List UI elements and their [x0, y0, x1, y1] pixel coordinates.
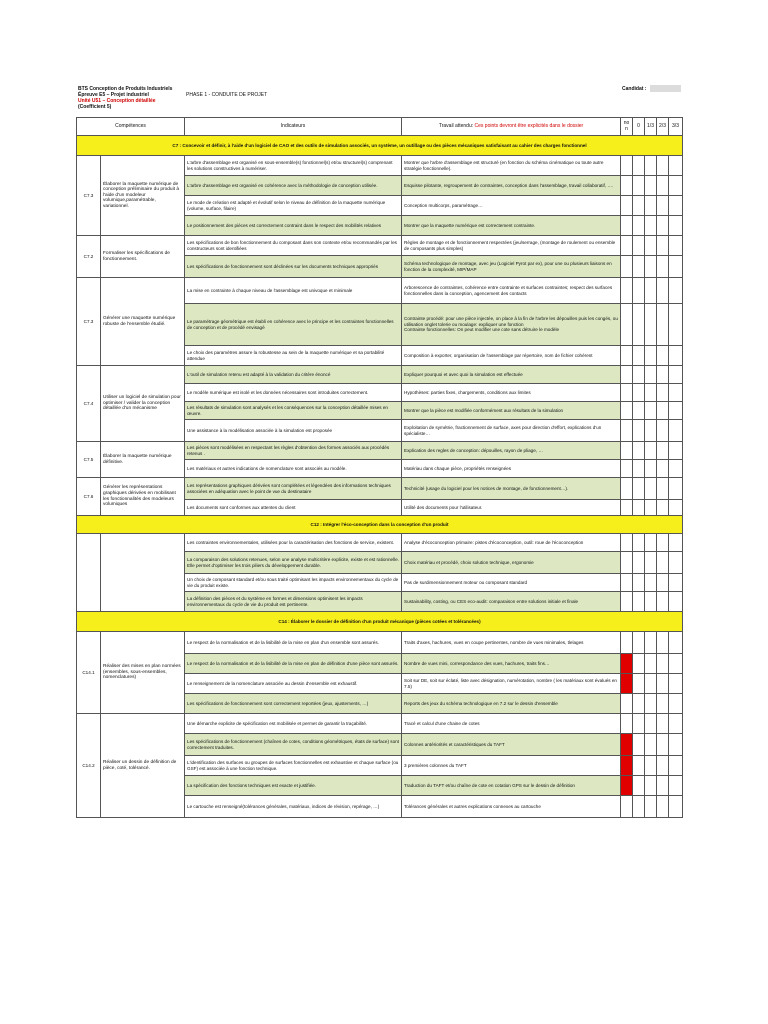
score-non-cell[interactable]: [621, 366, 633, 384]
competence-code: C14.2: [77, 714, 101, 818]
score-0-cell[interactable]: [633, 442, 645, 460]
score-non-cell[interactable]: [621, 442, 633, 460]
competence-code: C7.6: [77, 478, 101, 516]
indicator-cell: Le respect de la normalisation et de la lisibilité de la mise en plan d'un ensemble sont assurés.: [185, 632, 402, 654]
table-row: [77, 366, 683, 384]
score-non-cell[interactable]: [621, 384, 633, 402]
score-1-3-cell[interactable]: [645, 196, 657, 216]
score-2-3-cell[interactable]: [657, 384, 669, 402]
score-3-3-cell[interactable]: [669, 654, 683, 674]
score-3-3-cell[interactable]: [669, 402, 683, 420]
score-non-cell[interactable]: [621, 236, 633, 256]
score-2-3-cell[interactable]: [657, 734, 669, 756]
score-3-3-cell[interactable]: [669, 674, 683, 694]
score-2-3-cell[interactable]: [657, 654, 669, 674]
expected-work-cell: Esquisse pilotante, regroupement de contraintes, conception dans l'assemblage, travail collaboratif, ….: [402, 176, 621, 196]
indicator-cell: Les spécifications de fonctionnement sont correctement reportées (jeux, ajustements, …): [185, 694, 402, 714]
score-2-3-cell[interactable]: [657, 592, 669, 612]
score-1-3-cell[interactable]: [645, 552, 657, 574]
competence-description: [101, 534, 185, 612]
score-1-3-cell[interactable]: [645, 654, 657, 674]
section-bar-c7: [77, 136, 683, 156]
competence-code: C7.2: [77, 236, 101, 278]
score-1-3-cell[interactable]: [645, 346, 657, 366]
indicator-cell: Le paramétrage géométrique est établi en cohérence avec le principe et les contraintes fonctionnelles de conception et de procédé envisagé: [185, 304, 402, 346]
score-non-cell[interactable]: [621, 196, 633, 216]
score-non-cell[interactable]: [621, 216, 633, 236]
score-non-cell[interactable]: [621, 714, 633, 734]
score-2-3-cell[interactable]: [657, 236, 669, 256]
section-bar-c14: [77, 612, 683, 632]
header-non: no n: [621, 118, 633, 136]
score-2-3-cell[interactable]: [657, 366, 669, 384]
exam-title-line1: BTS Conception de Produits Industriels: [78, 86, 173, 92]
score-2-3-cell[interactable]: [657, 552, 669, 574]
score-2-3-cell[interactable]: [657, 346, 669, 366]
score-2-3-cell[interactable]: [657, 442, 669, 460]
score-non-cell[interactable]: [621, 346, 633, 366]
indicator-cell: L'arbre d'assemblage est organisé en cohérence avec la méthodologie de conception utilisée.: [185, 176, 402, 196]
score-3-3-cell[interactable]: [669, 196, 683, 216]
candidat-field[interactable]: [650, 85, 681, 92]
score-non-cell[interactable]: [621, 796, 633, 818]
score-0-cell[interactable]: [633, 478, 645, 500]
score-non-cell[interactable]: [621, 574, 633, 592]
expected-work-cell: Composition à exporter, organisation de l'assemblage par répertoire, nom de fichier cohérent: [402, 346, 621, 366]
expected-work-cell: Traduction du TAFT et/ou chaîne de cote en cotation GPS sur le dessin de définition: [402, 776, 621, 796]
score-non-cell[interactable]: [621, 304, 633, 346]
competence-code: C7.5: [77, 442, 101, 478]
competence-description: Formaliser les spécifications de fonctionnement.: [101, 236, 185, 278]
expected-work-cell: Tracé et calcul d'une chaine de cotes: [402, 714, 621, 734]
indicator-cell: La spécification des fonctions techniques est exacte et justifiée.: [185, 776, 402, 796]
score-0-cell[interactable]: [633, 552, 645, 574]
score-2-3-cell[interactable]: [657, 714, 669, 734]
expected-work-cell: Analyse d'écoconception primaire: pistes d'écoconception, outil: roue de l'écoconception: [402, 534, 621, 552]
score-2-3-cell[interactable]: [657, 256, 669, 278]
table-row: [77, 534, 683, 552]
header-3-3: 3/3: [669, 118, 683, 136]
score-2-3-cell[interactable]: [657, 694, 669, 714]
header-2-3: 2/3: [657, 118, 669, 136]
score-0-cell[interactable]: [633, 776, 645, 796]
expected-work-cell: Reports des jeux du schéma technologique en 7.2 sur le dessin d'ensemble: [402, 694, 621, 714]
score-3-3-cell[interactable]: [669, 734, 683, 756]
score-non-cell[interactable]: [621, 256, 633, 278]
table-row: [77, 442, 683, 460]
score-0-cell[interactable]: [633, 632, 645, 654]
score-3-3-cell[interactable]: [669, 592, 683, 612]
score-0-cell[interactable]: [633, 366, 645, 384]
score-1-3-cell[interactable]: [645, 574, 657, 592]
table-row: [77, 714, 683, 734]
score-3-3-cell[interactable]: [669, 534, 683, 552]
section-title-c7: C7 : Concevoir et définir, à l'aide d'un logiciel de CAO et des outils de simulation associés, un système, un outillage ou des pièces mécaniques satisfaisant au cahier des charges fonctionnel: [77, 136, 683, 156]
score-3-3-cell[interactable]: [669, 278, 683, 304]
expected-work-cell: Montrer que la pièce est modifiée conformément aux résultats de la simulation: [402, 402, 621, 420]
score-0-cell[interactable]: [633, 420, 645, 442]
score-2-3-cell[interactable]: [657, 674, 669, 694]
evaluation-grid: [76, 117, 683, 818]
expected-work-cell: Montrer que l'arbre d'assemblage est structuré (en fonction du schéma cinématique ou toute autre stratégie fonctionnelle).: [402, 156, 621, 176]
score-1-3-cell[interactable]: [645, 402, 657, 420]
expected-work-cell: Sustainability, costing, ou CES eco-audit: comparaison entre solutions initiale et finale: [402, 592, 621, 612]
header-1-3: 1/3: [645, 118, 657, 136]
score-non-cell[interactable]: [621, 734, 633, 756]
table-row: [77, 478, 683, 500]
section-title-c14: C14 : Élaborer le dossier de définition d'un produit mécanique (pièces cotées et tolérancées): [77, 612, 683, 632]
score-non-cell[interactable]: [621, 552, 633, 574]
score-0-cell[interactable]: [633, 256, 645, 278]
score-3-3-cell[interactable]: [669, 574, 683, 592]
competence-code: C14.1: [77, 632, 101, 714]
score-1-3-cell[interactable]: [645, 420, 657, 442]
score-0-cell[interactable]: [633, 674, 645, 694]
indicator-cell: La comparaison des solutions retenues, selon une analyse multicritère explicite, existe et est rationnelle. Elle permet d'optimiser les trois piliers du développement durable.: [185, 552, 402, 574]
score-non-cell[interactable]: [621, 592, 633, 612]
competence-code: C7.3: [77, 278, 101, 366]
score-1-3-cell[interactable]: [645, 776, 657, 796]
indicator-cell: Le renseignement de la nomenclature associée au dessin d'ensemble est exhaustif.: [185, 674, 402, 694]
score-0-cell[interactable]: [633, 402, 645, 420]
score-0-cell[interactable]: [633, 592, 645, 612]
score-1-3-cell[interactable]: [645, 384, 657, 402]
score-2-3-cell[interactable]: [657, 574, 669, 592]
score-1-3-cell[interactable]: [645, 256, 657, 278]
header-travail-label: Travail attendu:: [438, 122, 474, 129]
score-1-3-cell[interactable]: [645, 632, 657, 654]
score-2-3-cell[interactable]: [657, 196, 669, 216]
section-bar-c12: [77, 516, 683, 534]
indicator-cell: Le cartouche est renseigné(tolérances générales, matériaux, indices de révision, repérage, …): [185, 796, 402, 818]
score-1-3-cell[interactable]: [645, 460, 657, 478]
score-0-cell[interactable]: [633, 196, 645, 216]
score-0-cell[interactable]: [633, 714, 645, 734]
indicator-cell: Le modèle numérique est isolé et les données nécessaires sont introduites correctement.: [185, 384, 402, 402]
score-0-cell[interactable]: [633, 460, 645, 478]
expected-work-cell: Pas de surdimensionnement moteur ou composant standard: [402, 574, 621, 592]
score-non-cell[interactable]: [621, 654, 633, 674]
expected-work-cell: Colonnes antériorités et caractéristiques du TAFT: [402, 734, 621, 756]
competence-description: Générer les représentations graphiques dérivées en mobilisant les fonctionnalités des modeleurs volumiques: [101, 478, 185, 516]
score-2-3-cell[interactable]: [657, 478, 669, 500]
score-0-cell[interactable]: [633, 176, 645, 196]
score-2-3-cell[interactable]: [657, 156, 669, 176]
expected-work-cell: Matériau dans chaque pièce, propriétés renseignées: [402, 460, 621, 478]
indicator-cell: Le mode de création est adapté et évolutif selon le niveau de définition de la maquette numérique (volume, surface, filaire): [185, 196, 402, 216]
score-1-3-cell[interactable]: [645, 236, 657, 256]
score-0-cell[interactable]: [633, 500, 645, 516]
score-1-3-cell[interactable]: [645, 304, 657, 346]
score-0-cell[interactable]: [633, 384, 645, 402]
score-0-cell[interactable]: [633, 756, 645, 776]
indicator-cell: Les spécifications de bon fonctionnement du composant dans son contexte et/ou recommandés par les constructeurs sont identifiées: [185, 236, 402, 256]
exam-title-line4: (Coefficient 5): [78, 104, 112, 110]
score-2-3-cell[interactable]: [657, 756, 669, 776]
score-3-3-cell[interactable]: [669, 256, 683, 278]
score-non-cell[interactable]: [621, 460, 633, 478]
expected-work-cell: Soit sur DE, soit sur éclaté, liste avec désignation, numérotation, nombre ( les matériaux sont évalués en 7.5): [402, 674, 621, 694]
score-3-3-cell[interactable]: [669, 694, 683, 714]
competence-code: C7.3: [77, 156, 101, 236]
score-1-3-cell[interactable]: [645, 714, 657, 734]
competence-description: Générer une maquette numérique robuste de l'ensemble étudié.: [101, 278, 185, 366]
header-0: 0: [633, 118, 645, 136]
indicator-cell: Les contraintes environnementales, utilisées pour la caractérisation des fonctions de service, existent.: [185, 534, 402, 552]
score-1-3-cell[interactable]: [645, 592, 657, 612]
indicator-cell: Les représentations graphiques dérivées sont complétées et légendées des informations techniques associées en adéquation avec le point de vue du destinataire: [185, 478, 402, 500]
expected-work-cell: Conception multicorps, paramétrage…: [402, 196, 621, 216]
expected-work-cell: Traits d'axes, hachures, vues en coupe pertinentes, nombre de vues minimales, tlelages: [402, 632, 621, 654]
score-0-cell[interactable]: [633, 654, 645, 674]
score-3-3-cell[interactable]: [669, 500, 683, 516]
score-3-3-cell[interactable]: [669, 478, 683, 500]
score-2-3-cell[interactable]: [657, 776, 669, 796]
score-1-3-cell[interactable]: [645, 156, 657, 176]
score-1-3-cell[interactable]: [645, 278, 657, 304]
indicator-cell: L'outil de simulation retenu est adapté à la validation du critère énoncé: [185, 366, 402, 384]
indicator-cell: Les résultats de simulation sont analysés et les conséquences sur la conception détaillée mises en œuvre.: [185, 402, 402, 420]
score-1-3-cell[interactable]: [645, 216, 657, 236]
table-row: [77, 632, 683, 654]
table-row: [77, 156, 683, 176]
expected-work-cell: Contrainte procédé: pour une pièce injectée, on place à la fin de l'arbre les dépouilles puis les congés, ou utilisation onglet tolerie ou moulage: expliquer une fonction Contrainte fonctionnelles: On peut modifier une cote sans détruire le modèle: [402, 304, 621, 346]
score-3-3-cell[interactable]: [669, 304, 683, 346]
exam-title-line2: Épreuve E5 – Projet industriel: [78, 92, 149, 98]
score-3-3-cell[interactable]: [669, 796, 683, 818]
score-3-3-cell[interactable]: [669, 366, 683, 384]
expected-work-cell: Choix matériau et procédé, choix solution technique, ergonomie: [402, 552, 621, 574]
score-0-cell[interactable]: [633, 796, 645, 818]
indicator-cell: Les spécifications de fonctionnement (chaînes de cotes, conditions géométriques, états de surface) sont correctement traduites.: [185, 734, 402, 756]
competence-code: C7.4: [77, 366, 101, 442]
score-1-3-cell[interactable]: [645, 500, 657, 516]
score-2-3-cell[interactable]: [657, 420, 669, 442]
score-non-cell[interactable]: [621, 674, 633, 694]
header-travail: [402, 118, 621, 136]
score-3-3-cell[interactable]: [669, 346, 683, 366]
score-1-3-cell[interactable]: [645, 534, 657, 552]
header-competences: Compétences: [77, 118, 185, 136]
score-non-cell[interactable]: [621, 632, 633, 654]
header-travail-note: Ces points devront être explicités dans le dossier: [474, 122, 584, 129]
indicator-cell: Une démarche explicite de spécification est mobilisée et permet de garantir la traçabilité.: [185, 714, 402, 734]
expected-work-cell: 3 premières colonnes du TAFT: [402, 756, 621, 776]
indicator-cell: Une assistance à la modélisation associée à la simulation est proposée: [185, 420, 402, 442]
score-3-3-cell[interactable]: [669, 216, 683, 236]
phase-title: PHASE 1 - CONDUITE DE PROJET: [186, 92, 268, 98]
score-1-3-cell[interactable]: [645, 478, 657, 500]
score-2-3-cell[interactable]: [657, 216, 669, 236]
score-3-3-cell[interactable]: [669, 176, 683, 196]
score-0-cell[interactable]: [633, 236, 645, 256]
score-0-cell[interactable]: [633, 216, 645, 236]
score-1-3-cell[interactable]: [645, 366, 657, 384]
score-3-3-cell[interactable]: [669, 460, 683, 478]
indicator-cell: Les documents sont conformes aux attentes du client: [185, 500, 402, 516]
expected-work-cell: Schéma technologique de montage, avec jeu (Logiciel Pyrot par ex), pour une ou plusieurs liaisons en fonction de la complexité, MIP/MAP: [402, 256, 621, 278]
indicator-cell: L'identification des surfaces ou groupes de surfaces fonctionnelles est exhaustive et chaque surface (ou GSF) est associée à une fonction technique.: [185, 756, 402, 776]
score-0-cell[interactable]: [633, 574, 645, 592]
score-non-cell[interactable]: [621, 156, 633, 176]
score-2-3-cell[interactable]: [657, 460, 669, 478]
candidat-label: Candidat :: [622, 86, 647, 92]
score-non-cell[interactable]: [621, 534, 633, 552]
indicator-cell: La définition des pièces et du système en formes et dimensions optimisent les impacts environnementaux du cycle de vie du produit est pertinente.: [185, 592, 402, 612]
score-non-cell[interactable]: [621, 420, 633, 442]
expected-work-cell: Exploitation de symétrie, fractionnement de surface, axes pour direction d'effort, explications d'un spécialiste…: [402, 420, 621, 442]
score-0-cell[interactable]: [633, 734, 645, 756]
score-0-cell[interactable]: [633, 346, 645, 366]
score-2-3-cell[interactable]: [657, 304, 669, 346]
score-1-3-cell[interactable]: [645, 734, 657, 756]
expected-work-cell: Nombre de vues mini, correspondance des vues, hachures, traits fins…: [402, 654, 621, 674]
score-non-cell[interactable]: [621, 694, 633, 714]
competence-code: [77, 534, 101, 612]
competence-description: Utiliser un logiciel de simulation pour optimiser / valider la conception détaillée d'un mécanisme: [101, 366, 185, 442]
expected-work-cell: Hypothèses: parties fixes, chargements, conditions aux limites: [402, 384, 621, 402]
score-2-3-cell[interactable]: [657, 402, 669, 420]
score-3-3-cell[interactable]: [669, 384, 683, 402]
competence-description: Élaborer la maquette numérique définitive.: [101, 442, 185, 478]
indicator-cell: Le respect de la normalisation et de la lisibilité de la mise en plan de définition d'une pièce sont assurés.: [185, 654, 402, 674]
score-non-cell[interactable]: [621, 176, 633, 196]
score-2-3-cell[interactable]: [657, 176, 669, 196]
score-3-3-cell[interactable]: [669, 156, 683, 176]
score-3-3-cell[interactable]: [669, 236, 683, 256]
expected-work-cell: Arborescence de contraintes, cohérence entre contrainte et surfaces contraintes; respect des surfaces fonctionnelles dans la conception, agencement des contacts: [402, 278, 621, 304]
score-1-3-cell[interactable]: [645, 694, 657, 714]
header-indicateurs: Indicateurs: [185, 118, 402, 136]
score-non-cell[interactable]: [621, 478, 633, 500]
competence-description: Réaliser des mises en plan normées (ensembles, sous-ensembles, nomenclatures): [101, 632, 185, 714]
score-non-cell[interactable]: [621, 756, 633, 776]
score-non-cell[interactable]: [621, 278, 633, 304]
expected-work-cell: Expliquer pourquoi et avec quoi la simulation est effectuée: [402, 366, 621, 384]
table-row: [77, 236, 683, 256]
score-2-3-cell[interactable]: [657, 534, 669, 552]
score-3-3-cell[interactable]: [669, 776, 683, 796]
table-row: [77, 278, 683, 304]
indicator-cell: Le positionnement des pièces est correctement contraint dans le respect des mobilités relatives: [185, 216, 402, 236]
score-0-cell[interactable]: [633, 534, 645, 552]
score-3-3-cell[interactable]: [669, 442, 683, 460]
indicator-cell: L'arbre d'assemblage est organisé en sous-ensemble(s) fonctionnel(s) et/ou structurel(s) comprenant les solutions constructives à numériser.: [185, 156, 402, 176]
score-3-3-cell[interactable]: [669, 756, 683, 776]
score-non-cell[interactable]: [621, 500, 633, 516]
expected-work-cell: Tolérances générales et autres explications connexes au cartouche: [402, 796, 621, 818]
score-1-3-cell[interactable]: [645, 756, 657, 776]
score-1-3-cell[interactable]: [645, 674, 657, 694]
score-0-cell[interactable]: [633, 278, 645, 304]
exam-title-line3: Unité U51 – Conception détaillée: [78, 98, 156, 104]
score-non-cell[interactable]: [621, 402, 633, 420]
score-3-3-cell[interactable]: [669, 552, 683, 574]
score-0-cell[interactable]: [633, 304, 645, 346]
expected-work-cell: Technicité (usage du logiciel pour les notices de montage, de fonctionnement…).: [402, 478, 621, 500]
section-title-c12: C12 : Intégrer l'éco-conception dans la conception d'un produit: [77, 516, 683, 534]
competence-description: Réaliser un dessin de définition de pièce, coté, tolérancé.: [101, 714, 185, 818]
score-2-3-cell[interactable]: [657, 632, 669, 654]
score-1-3-cell[interactable]: [645, 176, 657, 196]
score-non-cell[interactable]: [621, 776, 633, 796]
indicator-cell: Le choix des paramètres assure la robustesse au sein de la maquette numérique et sa portabilité attendue: [185, 346, 402, 366]
score-0-cell[interactable]: [633, 694, 645, 714]
score-2-3-cell[interactable]: [657, 278, 669, 304]
score-0-cell[interactable]: [633, 156, 645, 176]
score-1-3-cell[interactable]: [645, 796, 657, 818]
indicator-cell: La mise en contrainte à chaque niveau de l'assemblage est univoque et minimale: [185, 278, 402, 304]
expected-work-cell: Utilité des documents pour l'utilisateur.: [402, 500, 621, 516]
score-2-3-cell[interactable]: [657, 500, 669, 516]
score-3-3-cell[interactable]: [669, 632, 683, 654]
indicator-cell: Un choix de composant standard et/ou sous traité optimisant les impacts environnementaux du cycle de vie du produit existe.: [185, 574, 402, 592]
expected-work-cell: Explication des regles de conception: dépouilles, rayon de pliage, …: [402, 442, 621, 460]
score-1-3-cell[interactable]: [645, 442, 657, 460]
expected-work-cell: Règles de montage et de fonctionnement respectées (jeu/serrage, (montage de roulement ou ensemble de composants plus simples): [402, 236, 621, 256]
competence-description: Élaborer la maquette numérique de conception préliminaire du produit à l'aide d'un modeleur volumique,paramétrable, variationnel.: [101, 156, 185, 236]
indicator-cell: Les matériaux et autres indications de nomenclature sont associés au modèle.: [185, 460, 402, 478]
document-header: [78, 86, 172, 110]
score-3-3-cell[interactable]: [669, 714, 683, 734]
score-3-3-cell[interactable]: [669, 420, 683, 442]
indicator-cell: Les spécifications de fonctionnement sont déclinées sur les documents techniques appropriés: [185, 256, 402, 278]
indicator-cell: Les pièces sont modélisées en respectant les règles d'obtention des formes associés aux procédés retenus .: [185, 442, 402, 460]
score-2-3-cell[interactable]: [657, 796, 669, 818]
expected-work-cell: Montrer que la maquette numérique est correctement contrainte.: [402, 216, 621, 236]
